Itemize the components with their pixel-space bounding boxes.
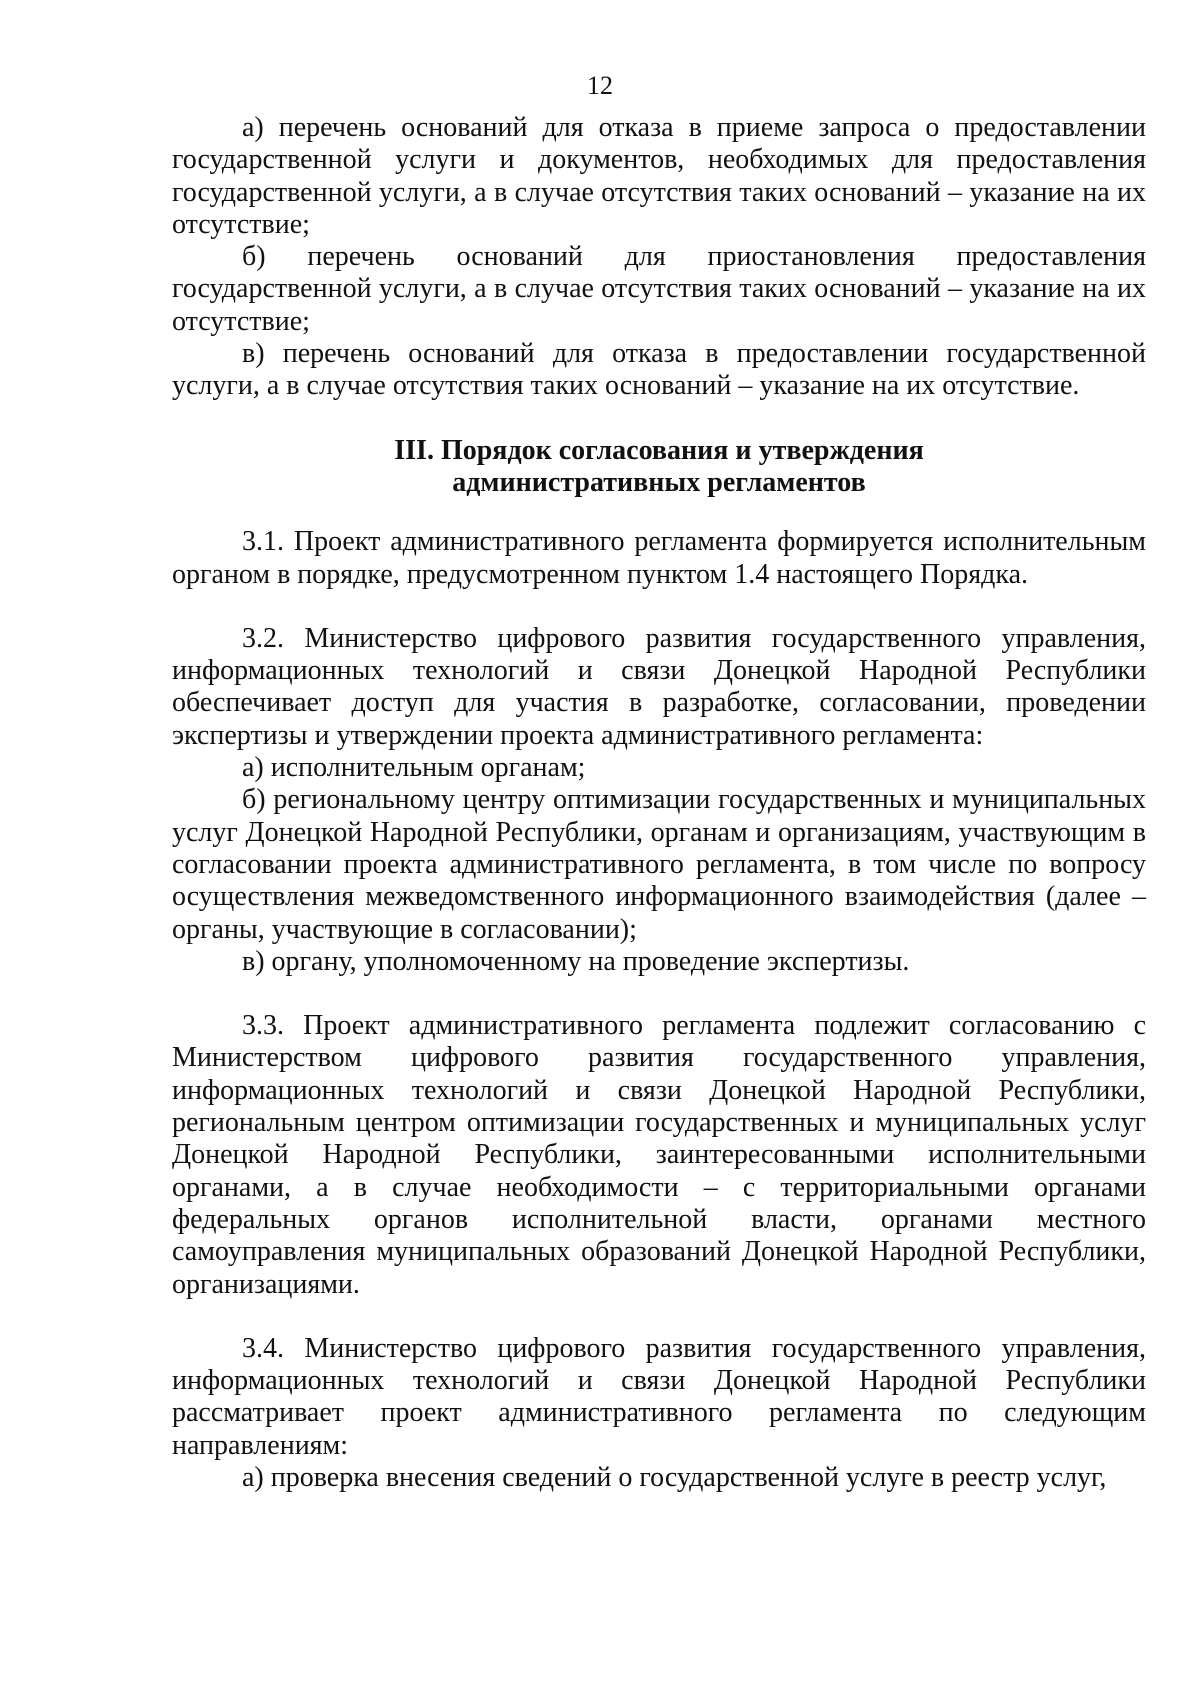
paragraph-3-2-item-b: б) региональному центру оптимизации государственных и муниципальных услуг Донецкой Народной Республики, органам и организациям, участвующим в согласовании проекта административного регламента, в том числе по вопросу осуществления межведомственного информационного взаимодействия (далее – органы, участвующие в согласовании); xyxy=(172,784,1146,945)
paragraph-item-a: а) перечень оснований для отказа в приеме запроса о предоставлении государственной услуги и документов, необходимых для предоставления государственной услуги, а в случае отсутствия таких оснований – указание на их отсутствие; xyxy=(172,112,1146,240)
paragraph-3-4-intro: 3.4. Министерство цифрового развития государственного управления, информационных технологий и связи Донецкой Народной Республики рассматривает проект административного регламента по следующим направлениям: xyxy=(172,1332,1146,1461)
paragraph-3-2-item-a: а) исполнительным органам; xyxy=(242,752,586,784)
section-heading-line2: административных регламентов xyxy=(452,466,866,498)
page-number: 12 xyxy=(587,71,613,100)
section-heading-line1: III. Порядок согласования и утверждения xyxy=(394,434,924,466)
paragraph-3-2-intro: 3.2. Министерство цифрового развития государственного управления, информационных технологий и связи Донецкой Народной Республики обеспечивает доступ для участия в разработке, согласовании, проведении экспертизы и утверждении проекта административного регламента: xyxy=(172,622,1146,751)
paragraph-3-2-item-c: в) органу, уполномоченному на проведение экспертизы. xyxy=(242,945,910,977)
paragraph-item-b: б) перечень оснований для приостановления предоставления государственной услуги, а в случае отсутствия таких оснований – указание на их отсутствие; xyxy=(172,241,1146,337)
section-heading xyxy=(172,435,1146,500)
paragraph-3-1: 3.1. Проект административного регламента формируется исполнительным органом в порядке, предусмотренном пунктом 1.4 настоящего Порядка. xyxy=(172,526,1146,590)
document-body xyxy=(172,112,1146,1494)
paragraph-item-c: в) перечень оснований для отказа в предоставлении государственной услуги, а в случае отсутствия таких оснований – указание на их отсутствие. xyxy=(172,338,1146,402)
paragraph-3-3: 3.3. Проект административного регламента подлежит согласованию с Министерством цифрового развития государственного управления, информационных технологий и связи Донецкой Народной Республики, региональным центром оптимизации государственных и муниципальных услуг Донецкой Народной Республики, заинтересованными исполнительными органами, а в случае необходимости – с территориальными органами федеральных органов исполнительной власти, органами местного самоуправления муниципальных образований Донецкой Народной Республики, организациями. xyxy=(172,1010,1146,1300)
paragraph-3-4-item-a: а) проверка внесения сведений о государственной услуге в реестр услуг, xyxy=(242,1461,1107,1493)
